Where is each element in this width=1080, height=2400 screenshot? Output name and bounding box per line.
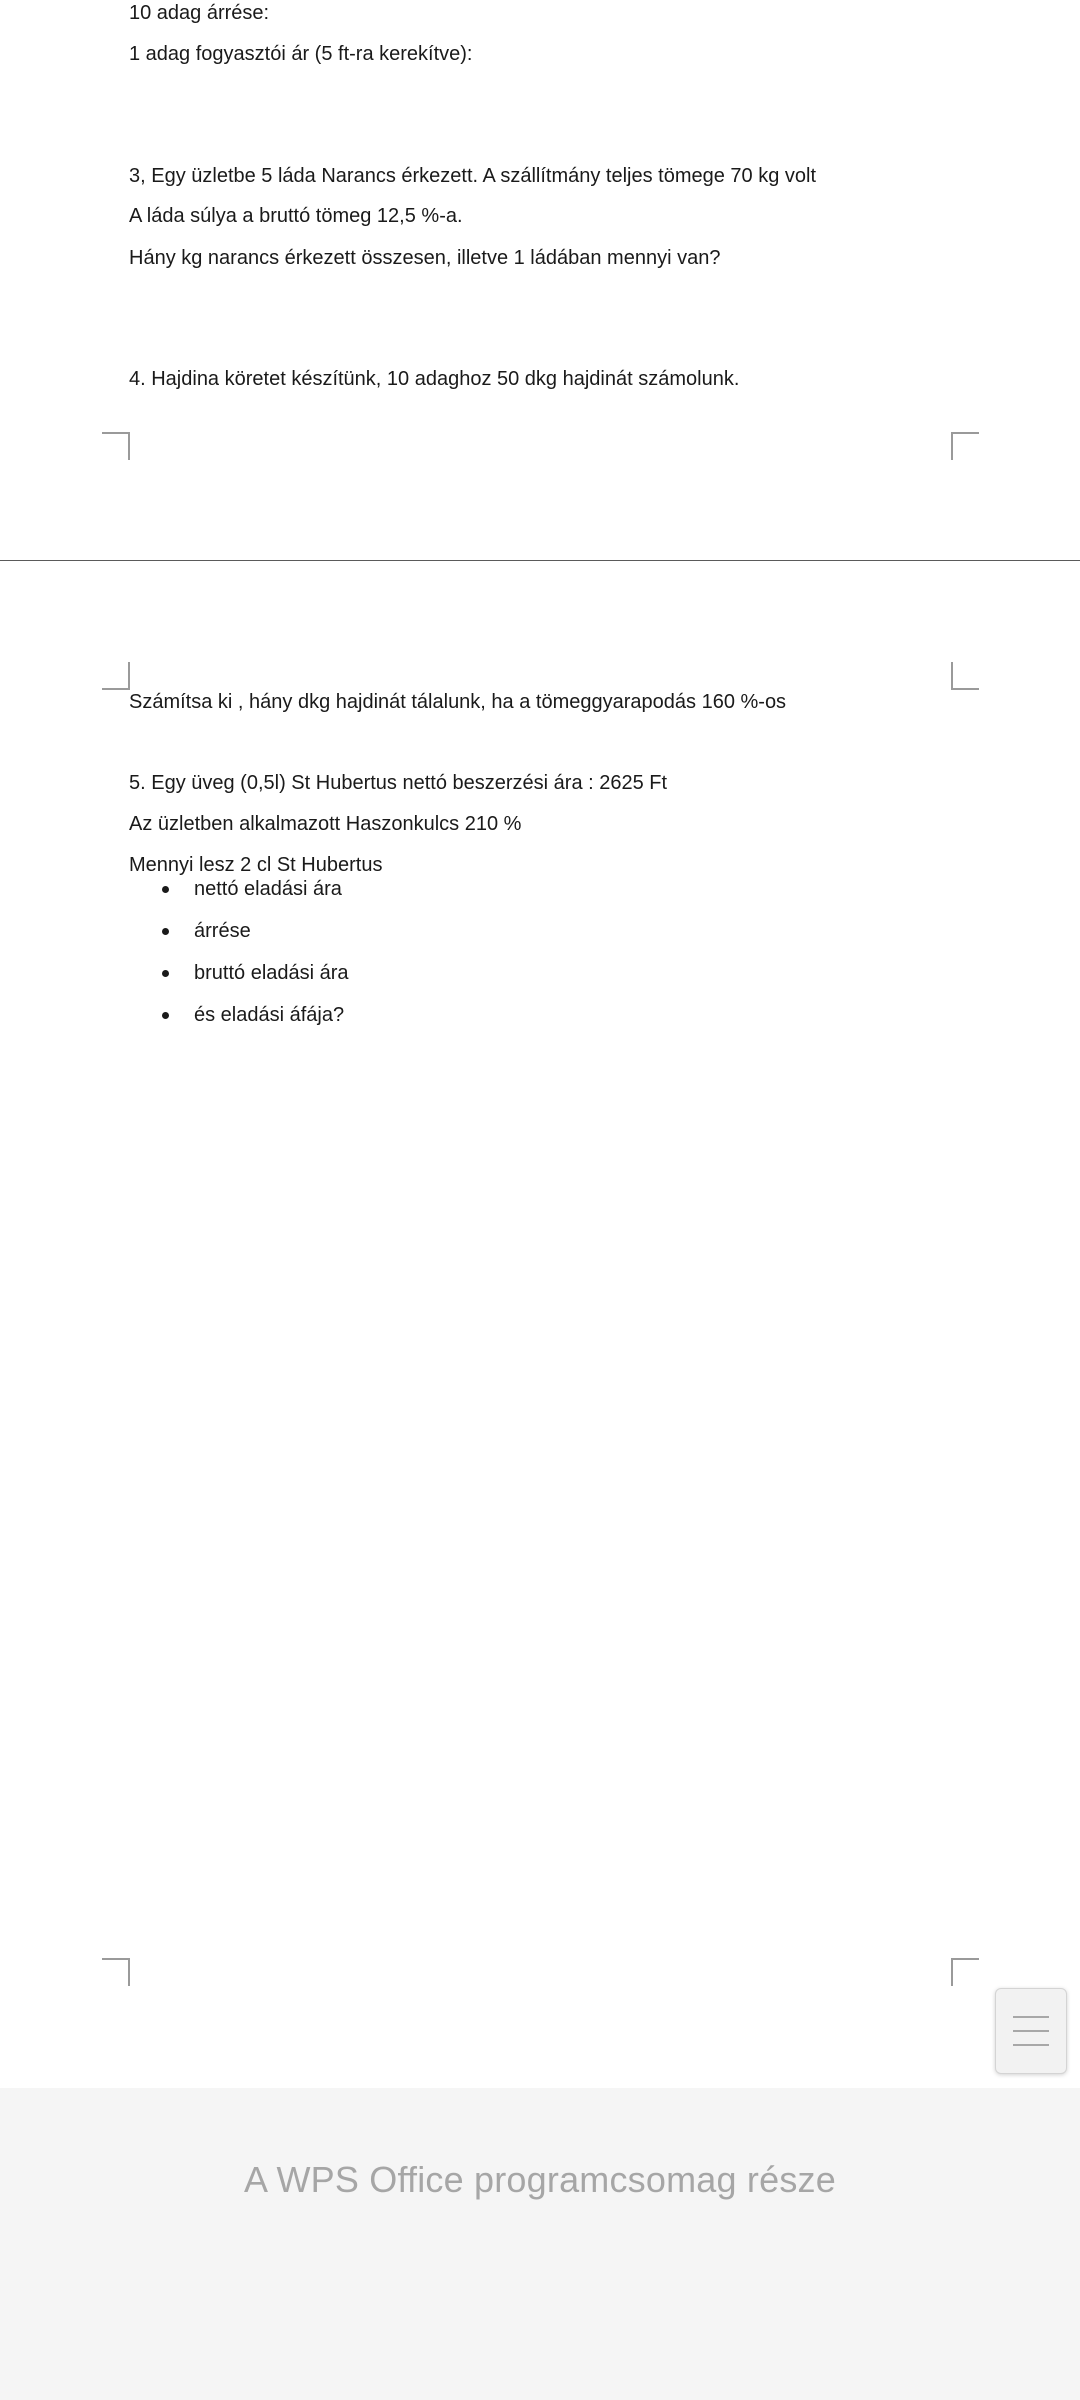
app-footer (0, 2088, 1080, 2400)
text-line: Mennyi lesz 2 cl St Hubertus (129, 854, 383, 876)
list-item: és eladási áfája? (162, 1002, 349, 1044)
bullet-icon (162, 886, 169, 893)
bullet-icon (162, 970, 169, 977)
document-page-1 (0, 0, 1080, 560)
text-line: 4. Hajdina köretet készítünk, 10 adaghoz 50 dkg hajdinát számolunk. (129, 368, 740, 390)
footer-branding-text: A WPS Office programcsomag része (244, 2159, 836, 2200)
bullet-icon (162, 1012, 169, 1019)
bullet-icon (162, 928, 169, 935)
text-line: Számítsa ki , hány dkg hajdinát tálalunk, ha a tömeggyarapodás 160 %-os (129, 691, 787, 713)
page-corner-marker (102, 662, 130, 690)
page-corner-marker (102, 1958, 130, 1986)
page-corner-marker (951, 1958, 979, 1986)
text-line: Hány kg narancs érkezett összesen, illetve 1 ládában mennyi van? (129, 247, 721, 269)
list-item: árrése (162, 918, 349, 960)
page-corner-marker (951, 432, 979, 460)
text-line: 5. Egy üveg (0,5l) St Hubertus nettó beszerzési ára : 2625 Ft (129, 772, 668, 794)
bullet-list (162, 876, 349, 1044)
list-item: nettó eladási ára (162, 876, 349, 918)
list-item: bruttó eladási ára (162, 960, 349, 1002)
floating-menu-button[interactable] (995, 1988, 1067, 2074)
text-line: 3, Egy üzletbe 5 láda Narancs érkezett. A szállítmány teljes tömege 70 kg volt (129, 165, 817, 187)
page-corner-marker (102, 432, 130, 460)
text-line: A láda súlya a bruttó tömeg 12,5 %-a. (129, 205, 463, 227)
text-line: Az üzletben alkalmazott Haszonkulcs 210 % (129, 813, 522, 835)
text-line: 1 adag fogyasztói ár (5 ft-ra kerekítve): (129, 43, 473, 65)
text-line: 10 adag árrése: (129, 2, 270, 24)
page-corner-marker (951, 662, 979, 690)
